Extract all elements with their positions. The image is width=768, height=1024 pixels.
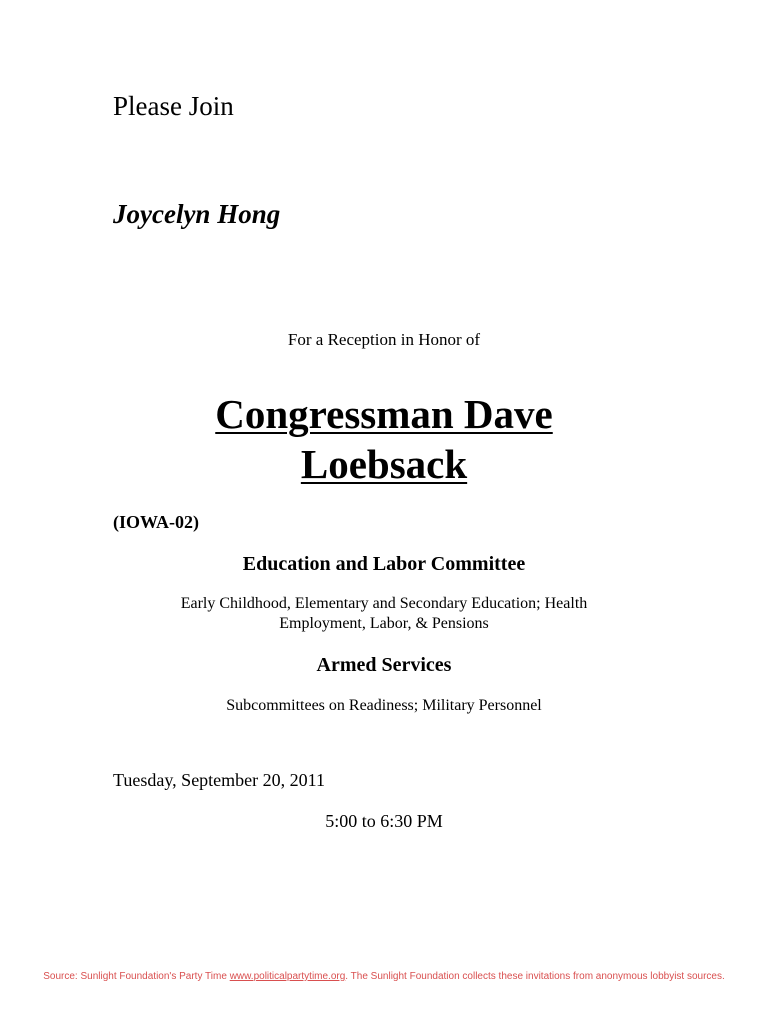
honoree-line-1: Congressman Dave [215,391,553,437]
footer-suffix: . The Sunlight Foundation collects these invitations from anonymous lobbyist sources. [345,971,725,982]
committee-heading: Education and Labor Committee [242,553,526,575]
source-link[interactable]: www.politicalpartytime.org [229,971,346,982]
armed-services-heading: Armed Services [316,654,452,676]
armed-services-subcommittees: Subcommittees on Readiness; Military Personnel [226,697,542,714]
committee-subcommittees [0,594,768,634]
source-footer [0,970,768,984]
greeting: Please Join [113,91,234,121]
committee-detail-line-1: Early Childhood, Elementary and Secondary Education; Health [180,595,588,612]
footer-prefix: Source: Sunlight Foundation's Party Time [43,971,230,982]
host-name: Joycelyn Hong [113,199,281,229]
honoree-line-2: Loebsack [300,441,468,487]
event-date: Tuesday, September 20, 2011 [113,770,325,790]
honoree-title [0,389,768,489]
event-intro: For a Reception in Honor of [287,330,481,349]
district-label: (IOWA-02) [113,512,199,532]
committee-detail-line-2: Employment, Labor, & Pensions [279,615,489,632]
event-time: 5:00 to 6:30 PM [325,811,443,831]
